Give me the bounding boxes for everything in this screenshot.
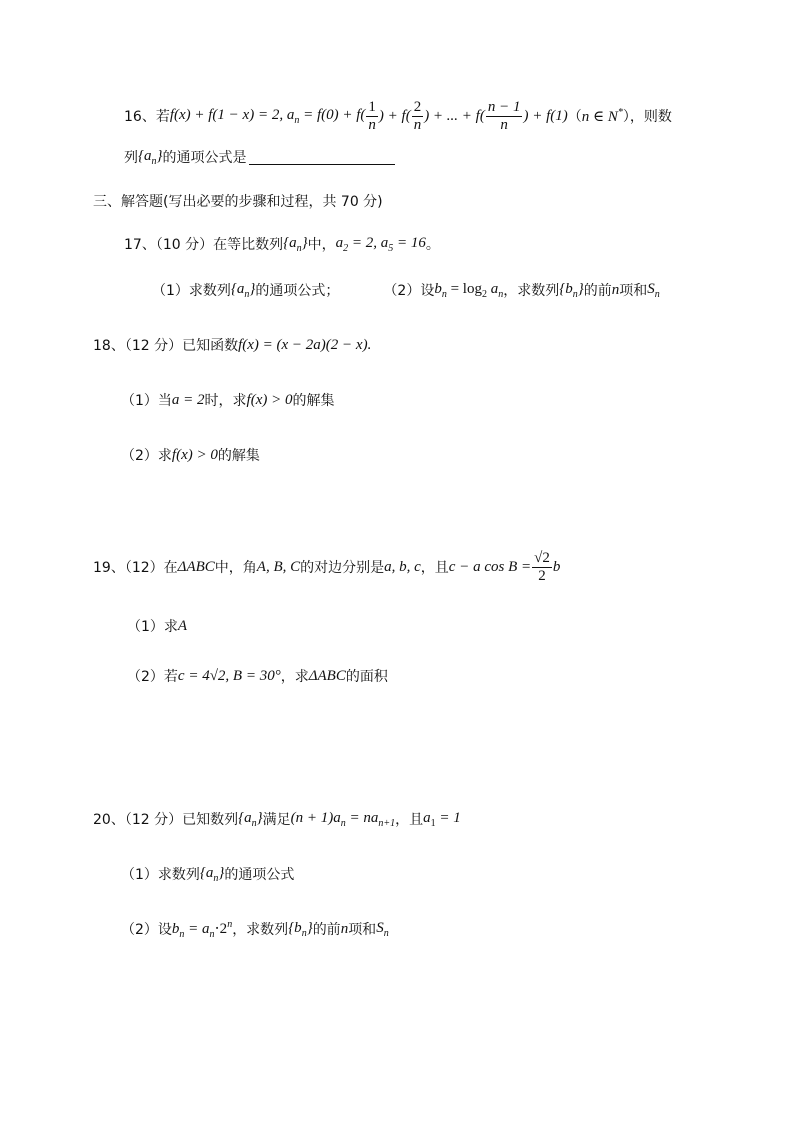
q19-expression: c − a cos B = <box>448 558 532 575</box>
q20-recurrence: $(n + 1)a_n = na_{n+1}$ <box>290 809 396 829</box>
q16-sum-part-b: ) + f( <box>378 107 411 124</box>
q16-function-equation: f(x) + f(1 − x) = 2, $a_n = f(0) + f$( <box>169 106 366 126</box>
q19-part2-triangle: ΔABC <box>308 667 346 684</box>
q20-stem <box>93 808 461 830</box>
q18-part1 <box>121 389 334 411</box>
q20-part2-tail: 的前 <box>312 922 341 938</box>
q20-part2-label: （2）设 <box>121 922 172 938</box>
q16-label: 16、若 <box>124 109 170 125</box>
q16-line2-text: 的通项公式是 <box>162 150 247 166</box>
q18-part2 <box>121 444 260 466</box>
q17-part2-tail: 的前 <box>583 283 612 299</box>
q18-part1-end: 的解集 <box>292 393 335 409</box>
q17-parts <box>152 279 660 301</box>
q20-label: 20、（12 分）已知数列 <box>93 812 239 828</box>
q18-part1-label: （1）当 <box>121 393 172 409</box>
q18-function: f(x) = (x − 2a)(2 − x). <box>238 336 372 353</box>
q17-part1-seq: $\{a_n\}$ <box>230 280 256 300</box>
q18-part1-mid: 时，求 <box>204 393 247 409</box>
q20-part1 <box>121 863 294 885</box>
q19-label: 19、（12）在 <box>93 560 178 576</box>
q16-fraction-2: $\frac{2}{n}$ <box>413 98 422 133</box>
q18-part2-label: （2）求 <box>121 448 172 464</box>
q18-label: 18、（12 分）已知函数 <box>93 338 239 354</box>
q18-part1-ineq: f(x) > 0 <box>246 391 293 408</box>
q19-angles: A, B, C <box>256 558 301 575</box>
q18-part2-end: 的解集 <box>217 448 260 464</box>
q20-part1-label: （1）求数列 <box>121 867 200 883</box>
q20-mid2: ，且 <box>395 812 424 828</box>
q19-part1-var: A <box>177 617 188 634</box>
q20-part2-sum: $S_n$ <box>376 919 389 939</box>
q16-cond-close: ），则数 <box>622 109 672 125</box>
q20-part1-end: 的通项公式 <box>224 867 295 883</box>
q19-mid2: 的对边分别是 <box>300 560 385 576</box>
q16-sum-part-d: ) + f(1) <box>523 107 568 124</box>
q16-cond-open: （ <box>567 109 582 125</box>
q17-part2-mid: ，求数列 <box>503 283 560 299</box>
q19-stem <box>93 545 560 589</box>
q20-part2-and: 项和 <box>348 922 377 938</box>
q17-part2-sum: $S_n$ <box>647 280 660 300</box>
q19-part1 <box>127 615 187 637</box>
q20-part1-seq: $\{a_n\}$ <box>199 864 225 884</box>
q20-mid: 满足 <box>262 812 291 828</box>
q17-part2-def: $b_n = \log_2 a_n$ <box>434 280 504 300</box>
q19-part1-label: （1）求 <box>127 619 178 635</box>
q18-stem <box>93 334 371 356</box>
q19-part2 <box>127 665 388 687</box>
q20-initial: $a_1 = 1$ <box>423 809 461 829</box>
q19-triangle: ΔABC <box>177 558 215 575</box>
q19-part2-label: （2）若 <box>127 669 178 685</box>
q20-part2-def: $b_n = a_n\cdot 2^n$ <box>171 918 233 940</box>
q17-part2-n: n <box>611 281 620 298</box>
q20-part2-mid: ，求数列 <box>232 922 289 938</box>
q17-part2-label: （2）设 <box>383 283 435 299</box>
q20-part2-n: n <box>340 920 349 937</box>
q20-part2-seq: $\{b_n\}$ <box>288 919 313 939</box>
q17-part2-seq: $\{b_n\}$ <box>559 280 584 300</box>
q16-condition: n ∈ N* <box>581 106 623 125</box>
q17-part2-and: 项和 <box>619 283 648 299</box>
q17-label: 17、（10 分）在等比数列 <box>124 237 284 253</box>
q16-fraction-1: $\frac{1}{n}$ <box>368 98 376 133</box>
q17-period: 。 <box>425 237 440 253</box>
q20-sequence: $\{a_n\}$ <box>238 809 263 829</box>
section3-heading: 三、解答题(写出必要的步骤和过程，共 70 分) <box>93 194 383 210</box>
q16-sum-part-c: ) + ... + f( <box>424 107 485 124</box>
q19-expression-b: b <box>552 558 561 575</box>
q19-mid: 中，角 <box>214 560 257 576</box>
q17-sequence: $\{a_n\}$ <box>283 234 308 254</box>
q16-fraction-3: $\frac{n - 1}{n}$ <box>487 98 521 133</box>
q20-part2 <box>121 918 389 940</box>
q19-mid3: ，且 <box>420 560 449 576</box>
q16-sequence: $\{a_n\}$ <box>138 147 163 167</box>
q17-part1-label: （1）求数列 <box>152 283 231 299</box>
q18-part2-ineq: f(x) > 0 <box>171 446 218 463</box>
q17-part1-text: 的通项公式； <box>255 283 340 299</box>
q17-given: $a_2 = 2$, $a_5 = 16$ <box>335 234 426 254</box>
q16-line1 <box>124 96 672 136</box>
q19-part2-mid: ，求 <box>280 669 309 685</box>
q18-part1-cond: a = 2 <box>171 391 205 408</box>
q16-answer-blank[interactable] <box>249 150 395 165</box>
q19-part2-cond: c = 4√2, B = 30° <box>177 667 281 684</box>
q17-stem <box>124 233 440 255</box>
q19-fraction: $\frac{√2}{2}$ <box>534 549 550 584</box>
q19-sides: a, b, c <box>384 558 421 575</box>
q16-line2 <box>124 146 395 168</box>
q16-line2-prefix: 列 <box>124 150 138 166</box>
q19-part2-end: 的面积 <box>345 669 388 685</box>
q17-mid: 中， <box>307 237 336 253</box>
